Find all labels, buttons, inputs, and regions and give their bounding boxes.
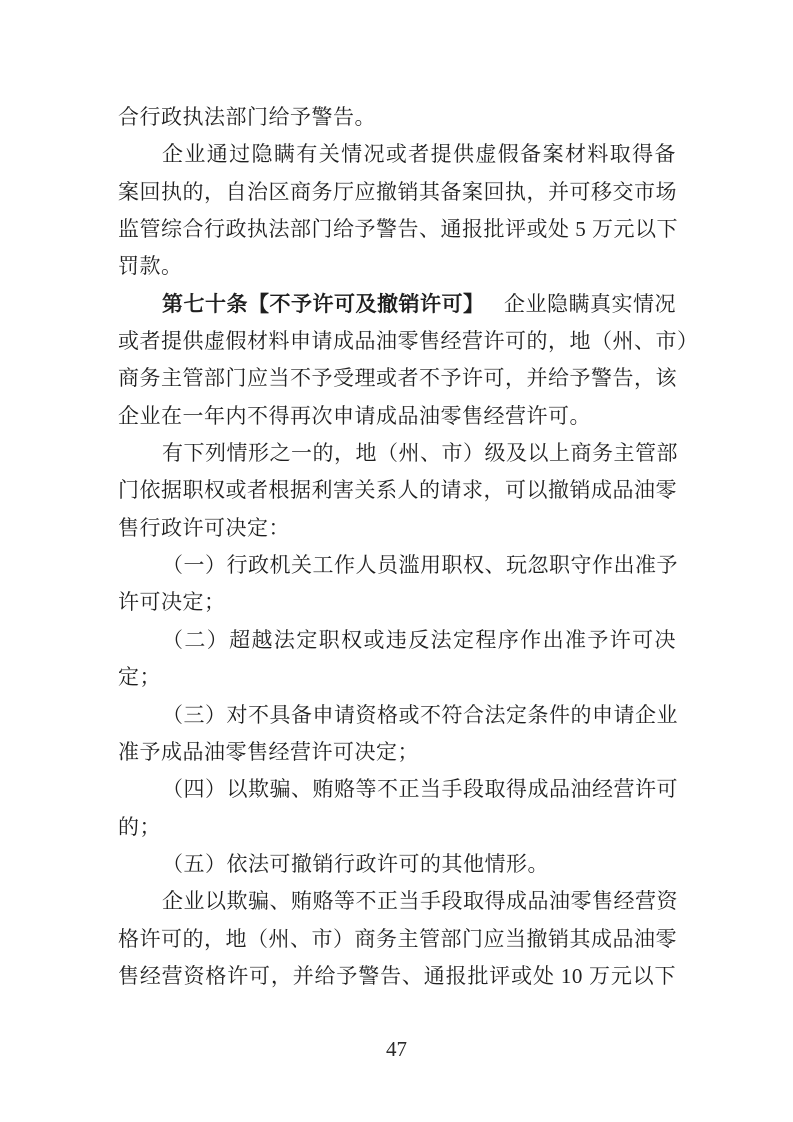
- list-item-line: （二）超越法定职权或违反法定程序作出准予许可决: [162, 627, 676, 652]
- document-body: [118, 99, 699, 995]
- page-number: 47: [386, 1037, 407, 1061]
- text-line: 商务主管部门应当不予受理或者不予许可，并给予警告，该: [118, 366, 677, 391]
- text-line: 或者提供虚假材料申请成品油零售经营许可的，地（州、市）: [118, 329, 699, 354]
- text-line: 售行政许可决定：: [118, 515, 290, 540]
- text-line: 案回执的，自治区商务厅应撤销其备案回执，并可移交市场: [118, 179, 677, 204]
- text-line: 合行政执法部门给予警告。: [118, 105, 376, 129]
- text-line: 门依据职权或者根据利害关系人的请求，可以撤销成品油零: [118, 478, 677, 503]
- text-line: 企业通过隐瞒有关情况或者提供虚假备案材料取得备: [162, 142, 676, 167]
- list-item-line: （三）对不具备申请资格或不符合法定条件的申请企业: [162, 702, 678, 727]
- text-line: 企业以欺骗、贿赂等不正当手段取得成品油零售经营资: [162, 889, 678, 914]
- text-line: 罚款。: [118, 254, 183, 279]
- list-item-line: （四）以欺骗、贿赂等不正当手段取得成品油经营许可: [162, 777, 678, 802]
- text-line: 企业在一年内不得再次申请成品油零售经营许可。: [118, 403, 591, 428]
- text-line: 有下列情形之一的，地（州、市）级及以上商务主管部: [162, 441, 678, 466]
- text-line: 准予成品油零售经营许可决定；: [118, 739, 419, 764]
- text-line: 售经营资格许可，并给予警告、通报批评或处 10 万元以下: [118, 963, 676, 988]
- article-70-number-title: 第七十条【不予许可及撤销许可】: [162, 291, 485, 316]
- text-line: 许可决定；: [118, 590, 226, 615]
- text-line: 定；: [118, 665, 161, 690]
- text-line: 格许可的，地（州、市）商务主管部门应当撤销其成品油零: [118, 926, 677, 951]
- list-item-line: （一）行政机关工作人员滥用职权、玩忽职守作出准予: [162, 553, 678, 578]
- article-70-heading-line: [118, 286, 676, 323]
- list-item-line: （五）依法可撤销行政许可的其他情形。: [162, 851, 549, 876]
- text-line: 的；: [118, 814, 161, 839]
- article-70-lead-text: 企业隐瞒真实情况: [504, 291, 676, 316]
- text-line: 监管综合行政执法部门给予警告、通报批评或处 5 万元以下: [118, 217, 678, 242]
